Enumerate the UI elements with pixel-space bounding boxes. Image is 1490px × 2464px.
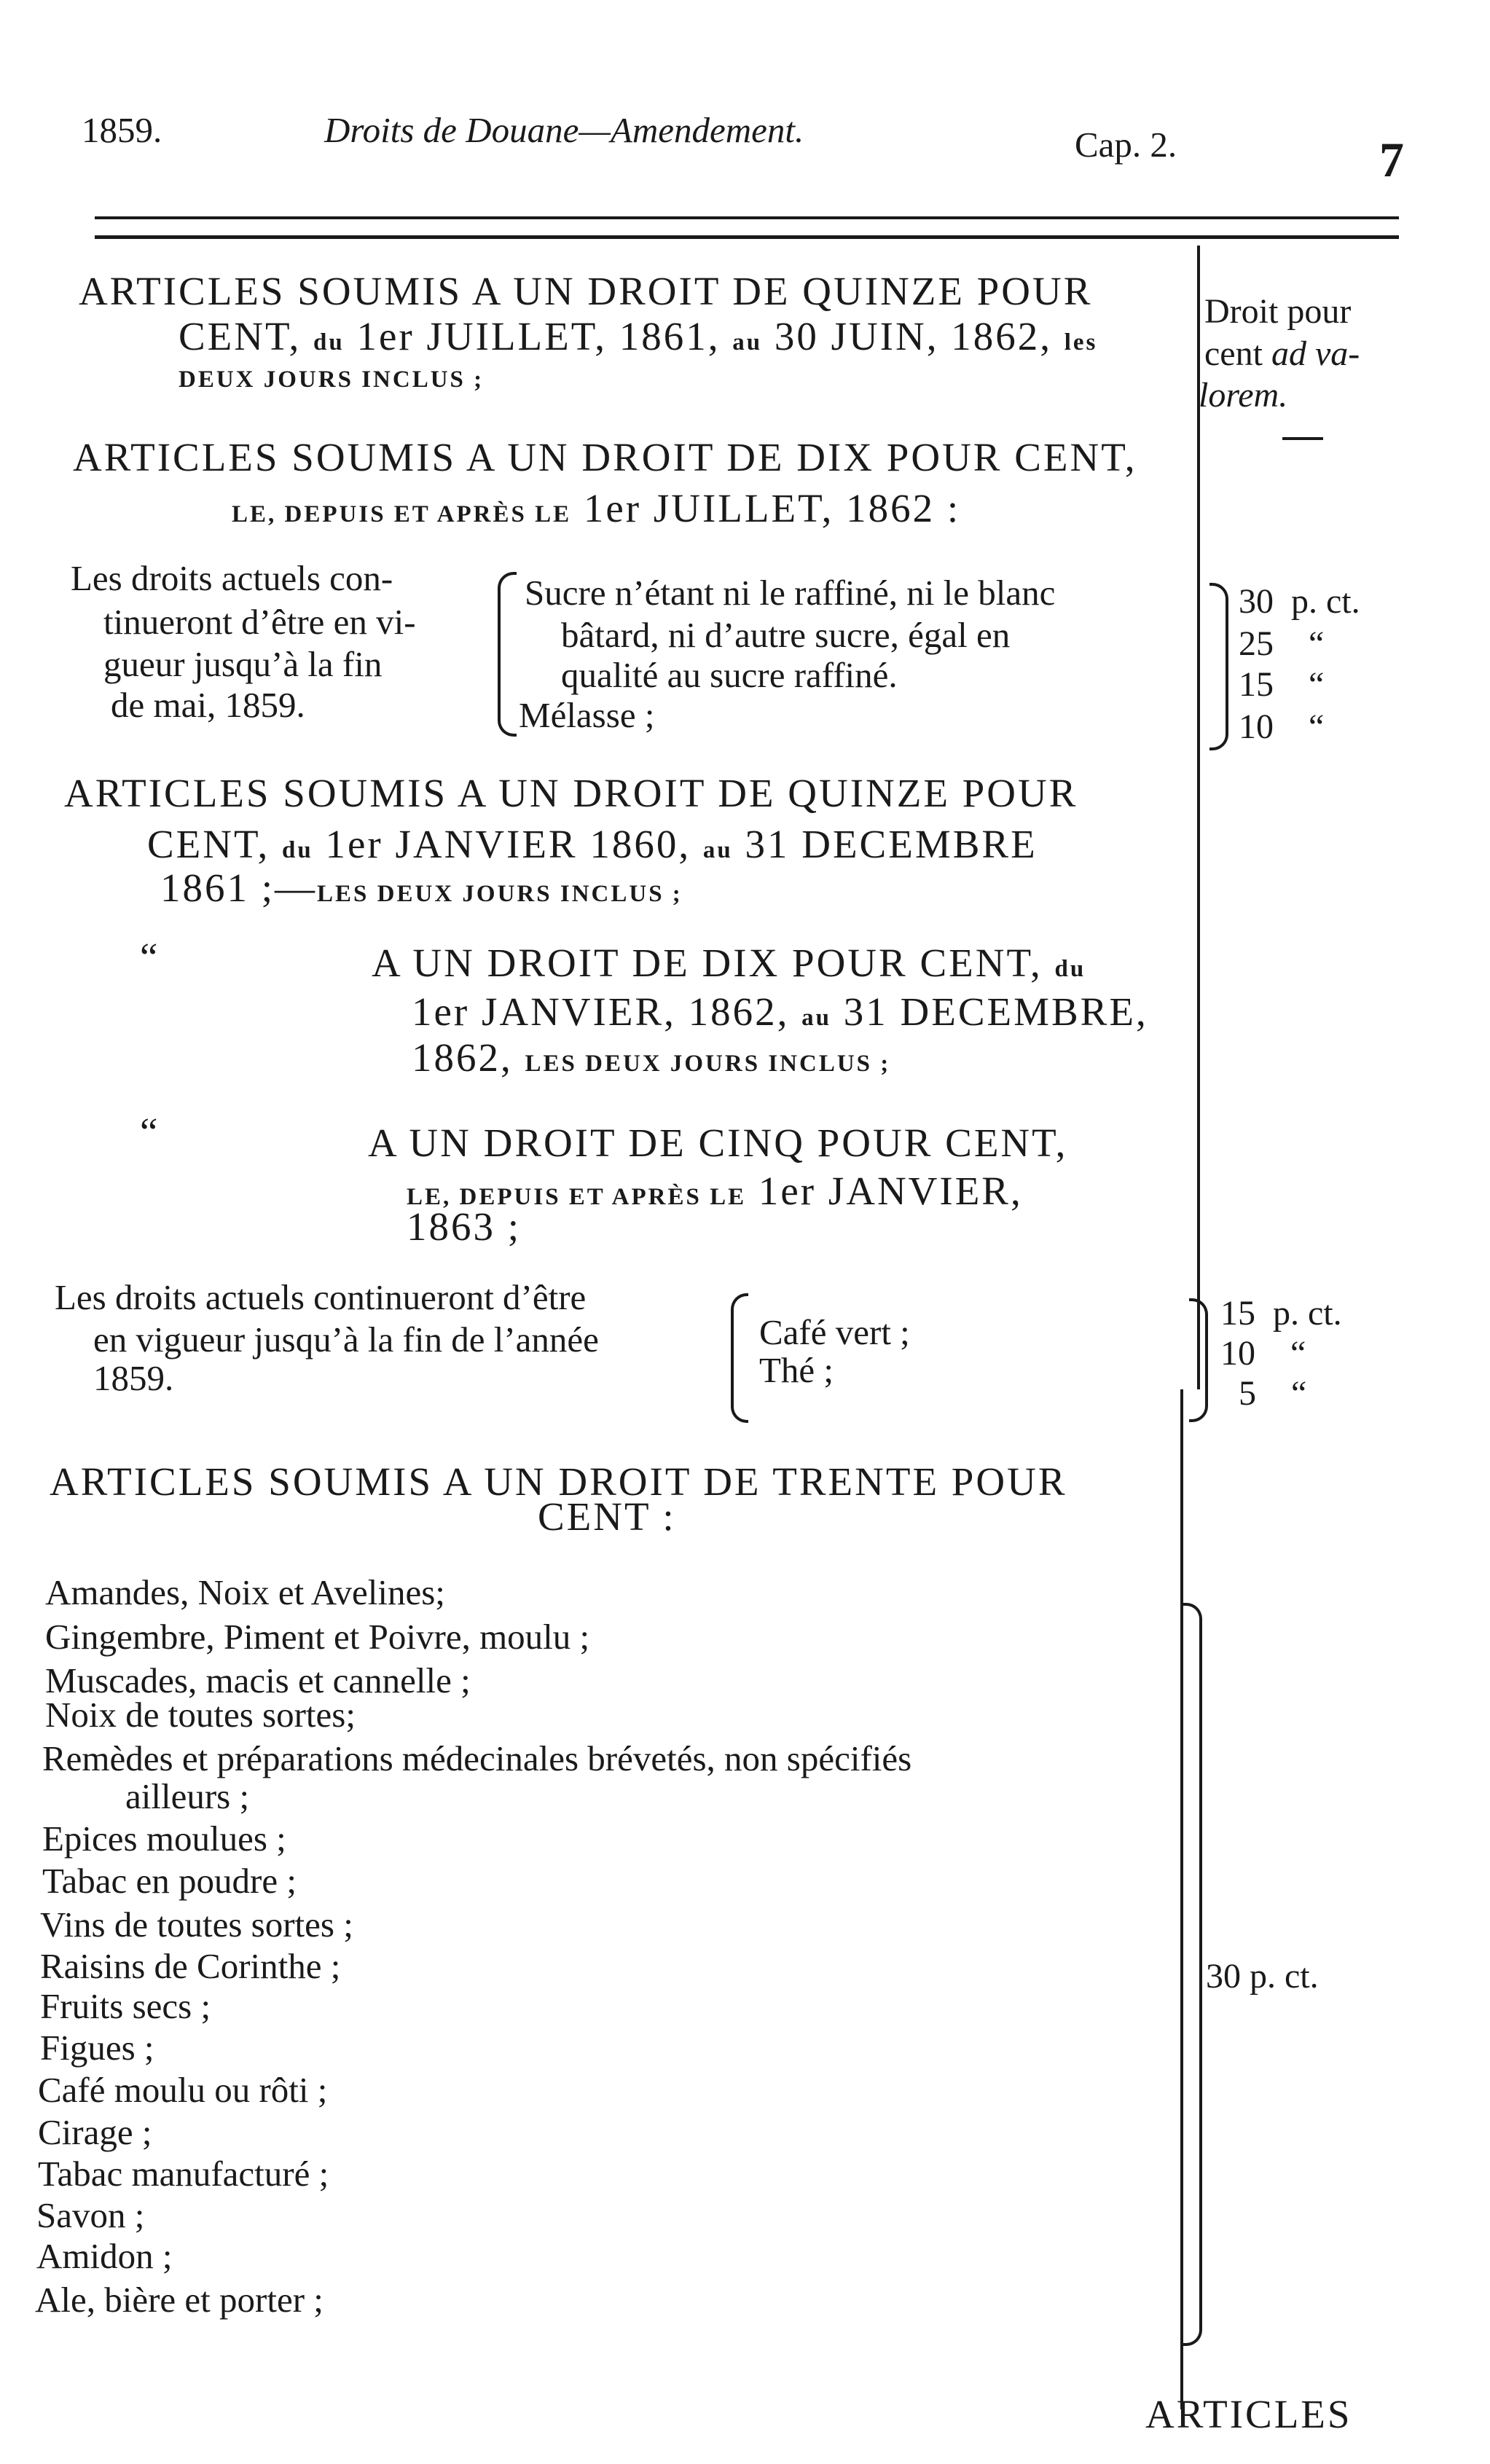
s1-date2: 30 JUIN, 1862, xyxy=(762,314,1064,358)
section2-heading-line1: ARTICLES SOUMIS A UN DROIT DE DIX POUR CENT, xyxy=(73,435,1137,479)
s4-date1: 1er JANVIER, 1862, xyxy=(412,989,802,1034)
block2-rate2 xyxy=(1220,1333,1306,1373)
s2-le-depuis: LE, DEPUIS ET APRÈS LE xyxy=(232,501,572,527)
block1-left-line3: gueur jusqu’à la fin xyxy=(103,644,383,684)
block1-item4: Mélasse ; xyxy=(519,695,655,735)
rate-value: 30 xyxy=(1239,582,1274,621)
s3-year: 1861 ;— xyxy=(160,866,318,910)
rate-heading-cent: cent xyxy=(1204,334,1271,373)
s5-date: 1er JANVIER, xyxy=(746,1169,1023,1213)
s4-year: 1862, xyxy=(412,1035,525,1080)
page-number: 7 xyxy=(1379,132,1404,187)
column-rule-upper xyxy=(1197,246,1200,1389)
block1-item3: qualité au sucre raffiné. xyxy=(561,655,898,695)
rate-heading-adva: ad va- xyxy=(1271,334,1360,373)
rate-heading-dash xyxy=(1282,437,1323,440)
section6-heading-line1: ARTICLES SOUMIS A UN DROIT DE TRENTE POUR xyxy=(50,1459,1067,1504)
list-item: Amandes, Noix et Avelines; xyxy=(45,1572,445,1612)
s4-text: A UN DROIT DE DIX POUR CENT, xyxy=(372,941,1055,985)
block1-rate2 xyxy=(1239,624,1324,664)
s1-date1: 1er JUILLET, 1861, xyxy=(344,314,733,358)
section6-heading-line2: CENT : xyxy=(538,1494,676,1539)
block2-item1: Café vert ; xyxy=(759,1312,910,1352)
list-item: Café moulu ou rôti ; xyxy=(38,2070,328,2110)
list-item: Remèdes et préparations médecinales brévetés, non spécifiés xyxy=(42,1738,912,1778)
s3-date2: 31 DECEMBRE xyxy=(732,822,1038,866)
section3-heading-line3 xyxy=(160,865,683,911)
block2-rate3 xyxy=(1239,1373,1306,1413)
rate-heading-line3: lorem. xyxy=(1199,376,1288,415)
rate-value: 15 xyxy=(1220,1294,1255,1333)
list-item: Raisins de Corinthe ; xyxy=(40,1946,341,1986)
s5-le-depuis: LE, DEPUIS ET APRÈS LE xyxy=(407,1184,747,1210)
rate-value: 5 xyxy=(1239,1374,1256,1413)
list-right-brace xyxy=(1182,1603,1202,2346)
s3-au: au xyxy=(702,837,733,863)
block1-rate1 xyxy=(1239,581,1360,621)
list-item: Amidon ; xyxy=(36,2236,173,2276)
list-item: Muscades, macis et cannelle ; xyxy=(45,1660,471,1700)
block1-left-brace xyxy=(498,572,517,737)
section5-line3: 1863 ; xyxy=(407,1204,522,1249)
running-head-title: Droits de Douane—Amendement. xyxy=(324,110,804,150)
list-item: Noix de toutes sortes; xyxy=(45,1695,356,1735)
block1-rate4 xyxy=(1239,707,1324,747)
block1-left-line4: de mai, 1859. xyxy=(111,685,305,725)
section4-ditto: “ xyxy=(140,935,160,979)
s1-au: au xyxy=(732,329,763,356)
rate-value: 10 xyxy=(1239,707,1274,746)
rate-heading-line1: Droit pour xyxy=(1204,292,1352,331)
section2-heading-line2 xyxy=(232,485,960,531)
block2-rate1 xyxy=(1220,1293,1342,1333)
s4-au: au xyxy=(801,1005,831,1031)
s3-du: du xyxy=(282,837,313,863)
rate-value: 10 xyxy=(1220,1334,1255,1373)
list-item: Ale, bière et porter ; xyxy=(35,2280,324,2320)
rate-unit: “ xyxy=(1309,624,1325,663)
section4-line1 xyxy=(372,940,1086,986)
rate-heading-line2 xyxy=(1204,334,1360,374)
block2-left-line3: 1859. xyxy=(93,1358,174,1398)
block2-item2: Thé ; xyxy=(759,1350,834,1390)
list-item: Savon ; xyxy=(36,2195,145,2235)
rate-unit: “ xyxy=(1309,707,1325,746)
block2-left-line2: en vigueur jusqu’à la fin de l’année xyxy=(93,1319,599,1359)
list-item: ailleurs ; xyxy=(125,1776,250,1816)
block1-left-line1: Les droits actuels con- xyxy=(71,558,393,598)
list-item: Tabac manufacturé ; xyxy=(38,2154,329,2194)
block2-left-line1: Les droits actuels continueront d’être xyxy=(55,1277,587,1317)
list-item: Cirage ; xyxy=(38,2112,152,2152)
block1-left-line2: tinueront d’être en vi- xyxy=(103,602,416,642)
list-item: Fruits secs ; xyxy=(40,1986,211,2026)
section4-line3 xyxy=(412,1035,890,1080)
list-item: Figues ; xyxy=(40,2028,154,2068)
s1-du: du xyxy=(313,329,345,356)
list-item: Epices moulues ; xyxy=(42,1818,286,1859)
section1-heading-line1: ARTICLES SOUMIS A UN DROIT DE QUINZE POUR xyxy=(79,269,1093,313)
list-rate: 30 p. ct. xyxy=(1206,1957,1319,1996)
s4-les-deux: LES DEUX JOURS INCLUS ; xyxy=(525,1051,891,1077)
s2-date: 1er JUILLET, 1862 : xyxy=(571,486,961,530)
header-rule-bottom xyxy=(95,235,1399,239)
block1-item2: bâtard, ni d’autre sucre, égal en xyxy=(561,615,1011,655)
section5-ditto: “ xyxy=(140,1110,160,1154)
rate-unit: p. ct. xyxy=(1291,582,1360,621)
section1-heading-line3: DEUX JOURS INCLUS ; xyxy=(179,366,485,393)
section1-heading-line2 xyxy=(179,313,1097,359)
s4-du: du xyxy=(1054,956,1086,982)
list-item: Vins de toutes sortes ; xyxy=(40,1904,353,1945)
block2-left-brace xyxy=(731,1293,748,1423)
section4-line2 xyxy=(412,989,1148,1035)
running-head-chapter: Cap. 2. xyxy=(1075,125,1177,165)
header-rule-top xyxy=(95,216,1399,219)
section3-heading-line2 xyxy=(147,821,1038,867)
s1-les: les xyxy=(1064,329,1098,356)
s4-date2: 31 DECEMBRE, xyxy=(831,989,1148,1034)
s3-les-deux: LES DEUX JOURS INCLUS ; xyxy=(317,881,683,907)
s3-cent: CENT, xyxy=(147,822,283,866)
rate-unit: “ xyxy=(1291,1374,1307,1413)
section5-line1: A UN DROIT DE CINQ POUR CENT, xyxy=(368,1121,1068,1165)
list-item: Tabac en poudre ; xyxy=(42,1861,297,1901)
rate-value: 25 xyxy=(1239,624,1274,663)
block1-rate3 xyxy=(1239,664,1324,705)
block1-item1: Sucre n’étant ni le raffiné, ni le blanc xyxy=(525,573,1056,613)
block2-right-brace xyxy=(1189,1298,1208,1422)
block1-right-brace xyxy=(1209,583,1228,750)
s3-date1: 1er JANVIER 1860, xyxy=(313,822,703,866)
rate-value: 15 xyxy=(1239,665,1274,704)
s1-cent: CENT, xyxy=(179,314,314,358)
rate-unit: “ xyxy=(1309,665,1325,704)
running-head-year: 1859. xyxy=(82,110,162,150)
catchword: ARTICLES xyxy=(1145,2392,1352,2436)
rate-unit: “ xyxy=(1290,1334,1306,1373)
list-item: Gingembre, Piment et Poivre, moulu ; xyxy=(45,1617,590,1657)
rate-unit: p. ct. xyxy=(1273,1294,1342,1333)
section3-heading-line1: ARTICLES SOUMIS A UN DROIT DE QUINZE POUR xyxy=(64,771,1078,815)
